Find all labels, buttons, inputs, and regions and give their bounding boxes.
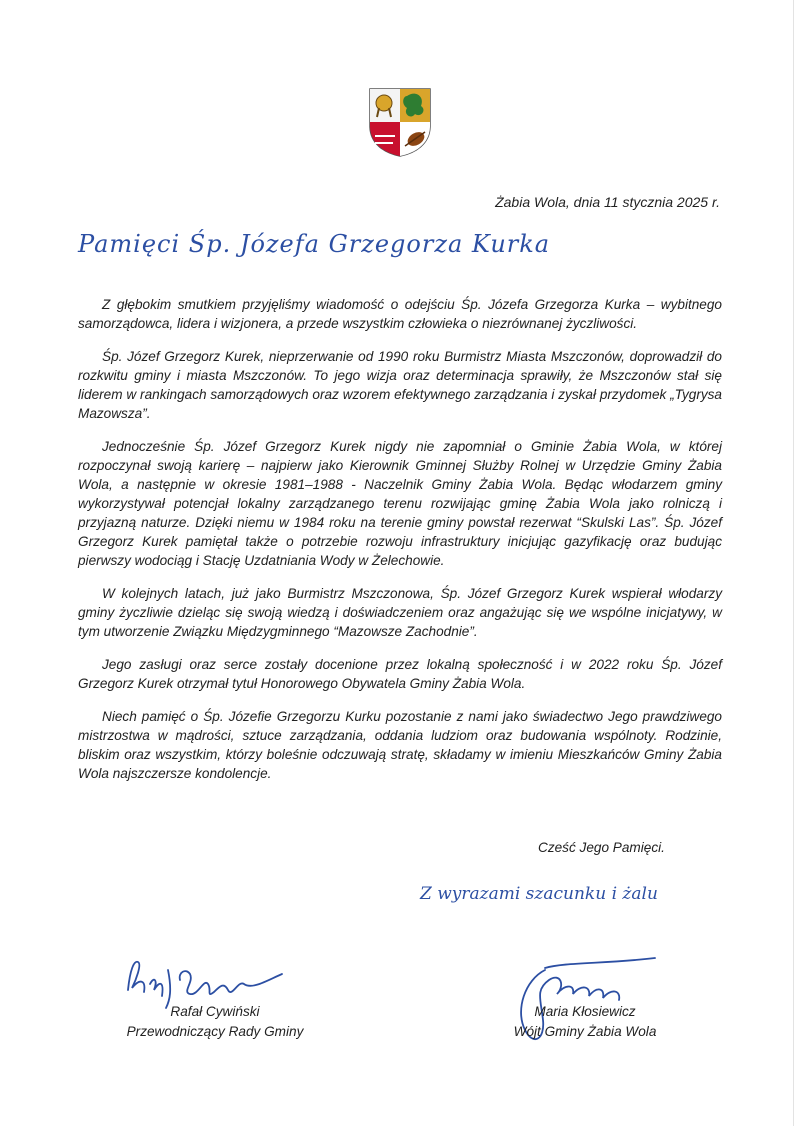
body-paragraph: Śp. Józef Grzegorz Kurek, nieprzerwanie od 1990 roku Burmistrz Miasta Mszczonów, doprowadził do rozkwitu gminy i miasta Mszczonów. To jego wizja oraz determinacja sprawiły, że Mszczonów stał się liderem w rankingach samorządowych oraz wzorem efektywnego zarządzania i zyskał przydomek „Tygrysa Mazowsza”.: [78, 349, 722, 421]
page-edge-line: [793, 0, 794, 1126]
signature-rafal-cywinski: [120, 950, 290, 1010]
signatory-name: Rafał Cywiński: [170, 1004, 260, 1019]
signatory-right: [490, 1002, 680, 1042]
body-paragraph: Jego zasługi oraz serce zostały docenione przez lokalną społeczność i w 2022 roku Śp. Józef Grzegorz Kurek otrzymał tytuł Honorowego Obywatela Gminy Żabia Wola.: [78, 657, 722, 691]
signatory-name: Maria Kłosiewicz: [534, 1004, 636, 1019]
coat-of-arms-icon: [367, 86, 433, 158]
body-paragraph: Z głębokim smutkiem przyjęliśmy wiadomość o odejściu Śp. Józefa Grzegorza Kurka – wybitnego samorządowca, lidera i wizjonera, a przede wszystkim człowieka o niezrównanej życzliwości.: [78, 297, 722, 331]
signatory-title: Wójt Gminy Żabia Wola: [513, 1024, 657, 1039]
body-paragraph: Niech pamięć o Śp. Józefie Grzegorzu Kurku pozostanie z nami jako świadectwo Jego prawdziwego mistrzostwa w mądrości, sztuce zarządzania, oddania ludziom oraz budowania wspólnoty. Rodzinie, bliskim oraz wszystkim, którzy boleśnie odczuwają stratę, składamy w imieniu Mieszkańców Gminy Żabia Wola najszczersze kondolencje.: [78, 709, 722, 781]
handwritten-salutation: Pamięci Śp. Józefa Grzegorza Kurka: [78, 230, 551, 258]
handwritten-note: Z wyrazami szacunku i żalu: [420, 884, 658, 904]
letter-body: [78, 295, 722, 797]
signatory-left: [110, 1002, 320, 1042]
signatory-title: Przewodniczący Rady Gminy: [126, 1024, 304, 1039]
body-paragraph: Jednocześnie Śp. Józef Grzegorz Kurek nigdy nie zapomniał o Gminie Żabia Wola, w której rozpoczynał swoją karierę – najpierw jako Kierownik Gminnej Służby Rolnej w Urzędzie Gminy Żabia Wola, a następnie w okresie 1981–1988 - Naczelnik Gminy Żabia Wola. Będąc włodarzem gminy wykorzystywał potencjał lokalny zarządzanego terenu rozwijając gminę Żabia Wola jako rolniczą i przyjazną naturze. Dzięki niemu w 1984 roku na terenie gminy powstał rezerwat “Skulski Las”. Śp. Józef Grzegorz Kurek pamiętał także o potrzebie rozwoju infrastruktury inicjując gazyfikację oraz budując pierwszy wodociąg i Stację Uzdatniania Wody w Żelechowie.: [78, 439, 722, 568]
body-paragraph: W kolejnych latach, już jako Burmistrz Mszczonowa, Śp. Józef Grzegorz Kurek wspierał włodarzy gminy życzliwie dzieląc się swoją wiedzą i doświadczeniem oraz angażując się we wspólne inicjatywy, w tym utworzenie Związku Międzygminnego “Mazowsze Zachodnie”.: [78, 586, 722, 639]
closing-line: Cześć Jego Pamięci.: [538, 840, 665, 855]
letter-date: Żabia Wola, dnia 11 stycznia 2025 r.: [495, 194, 720, 210]
